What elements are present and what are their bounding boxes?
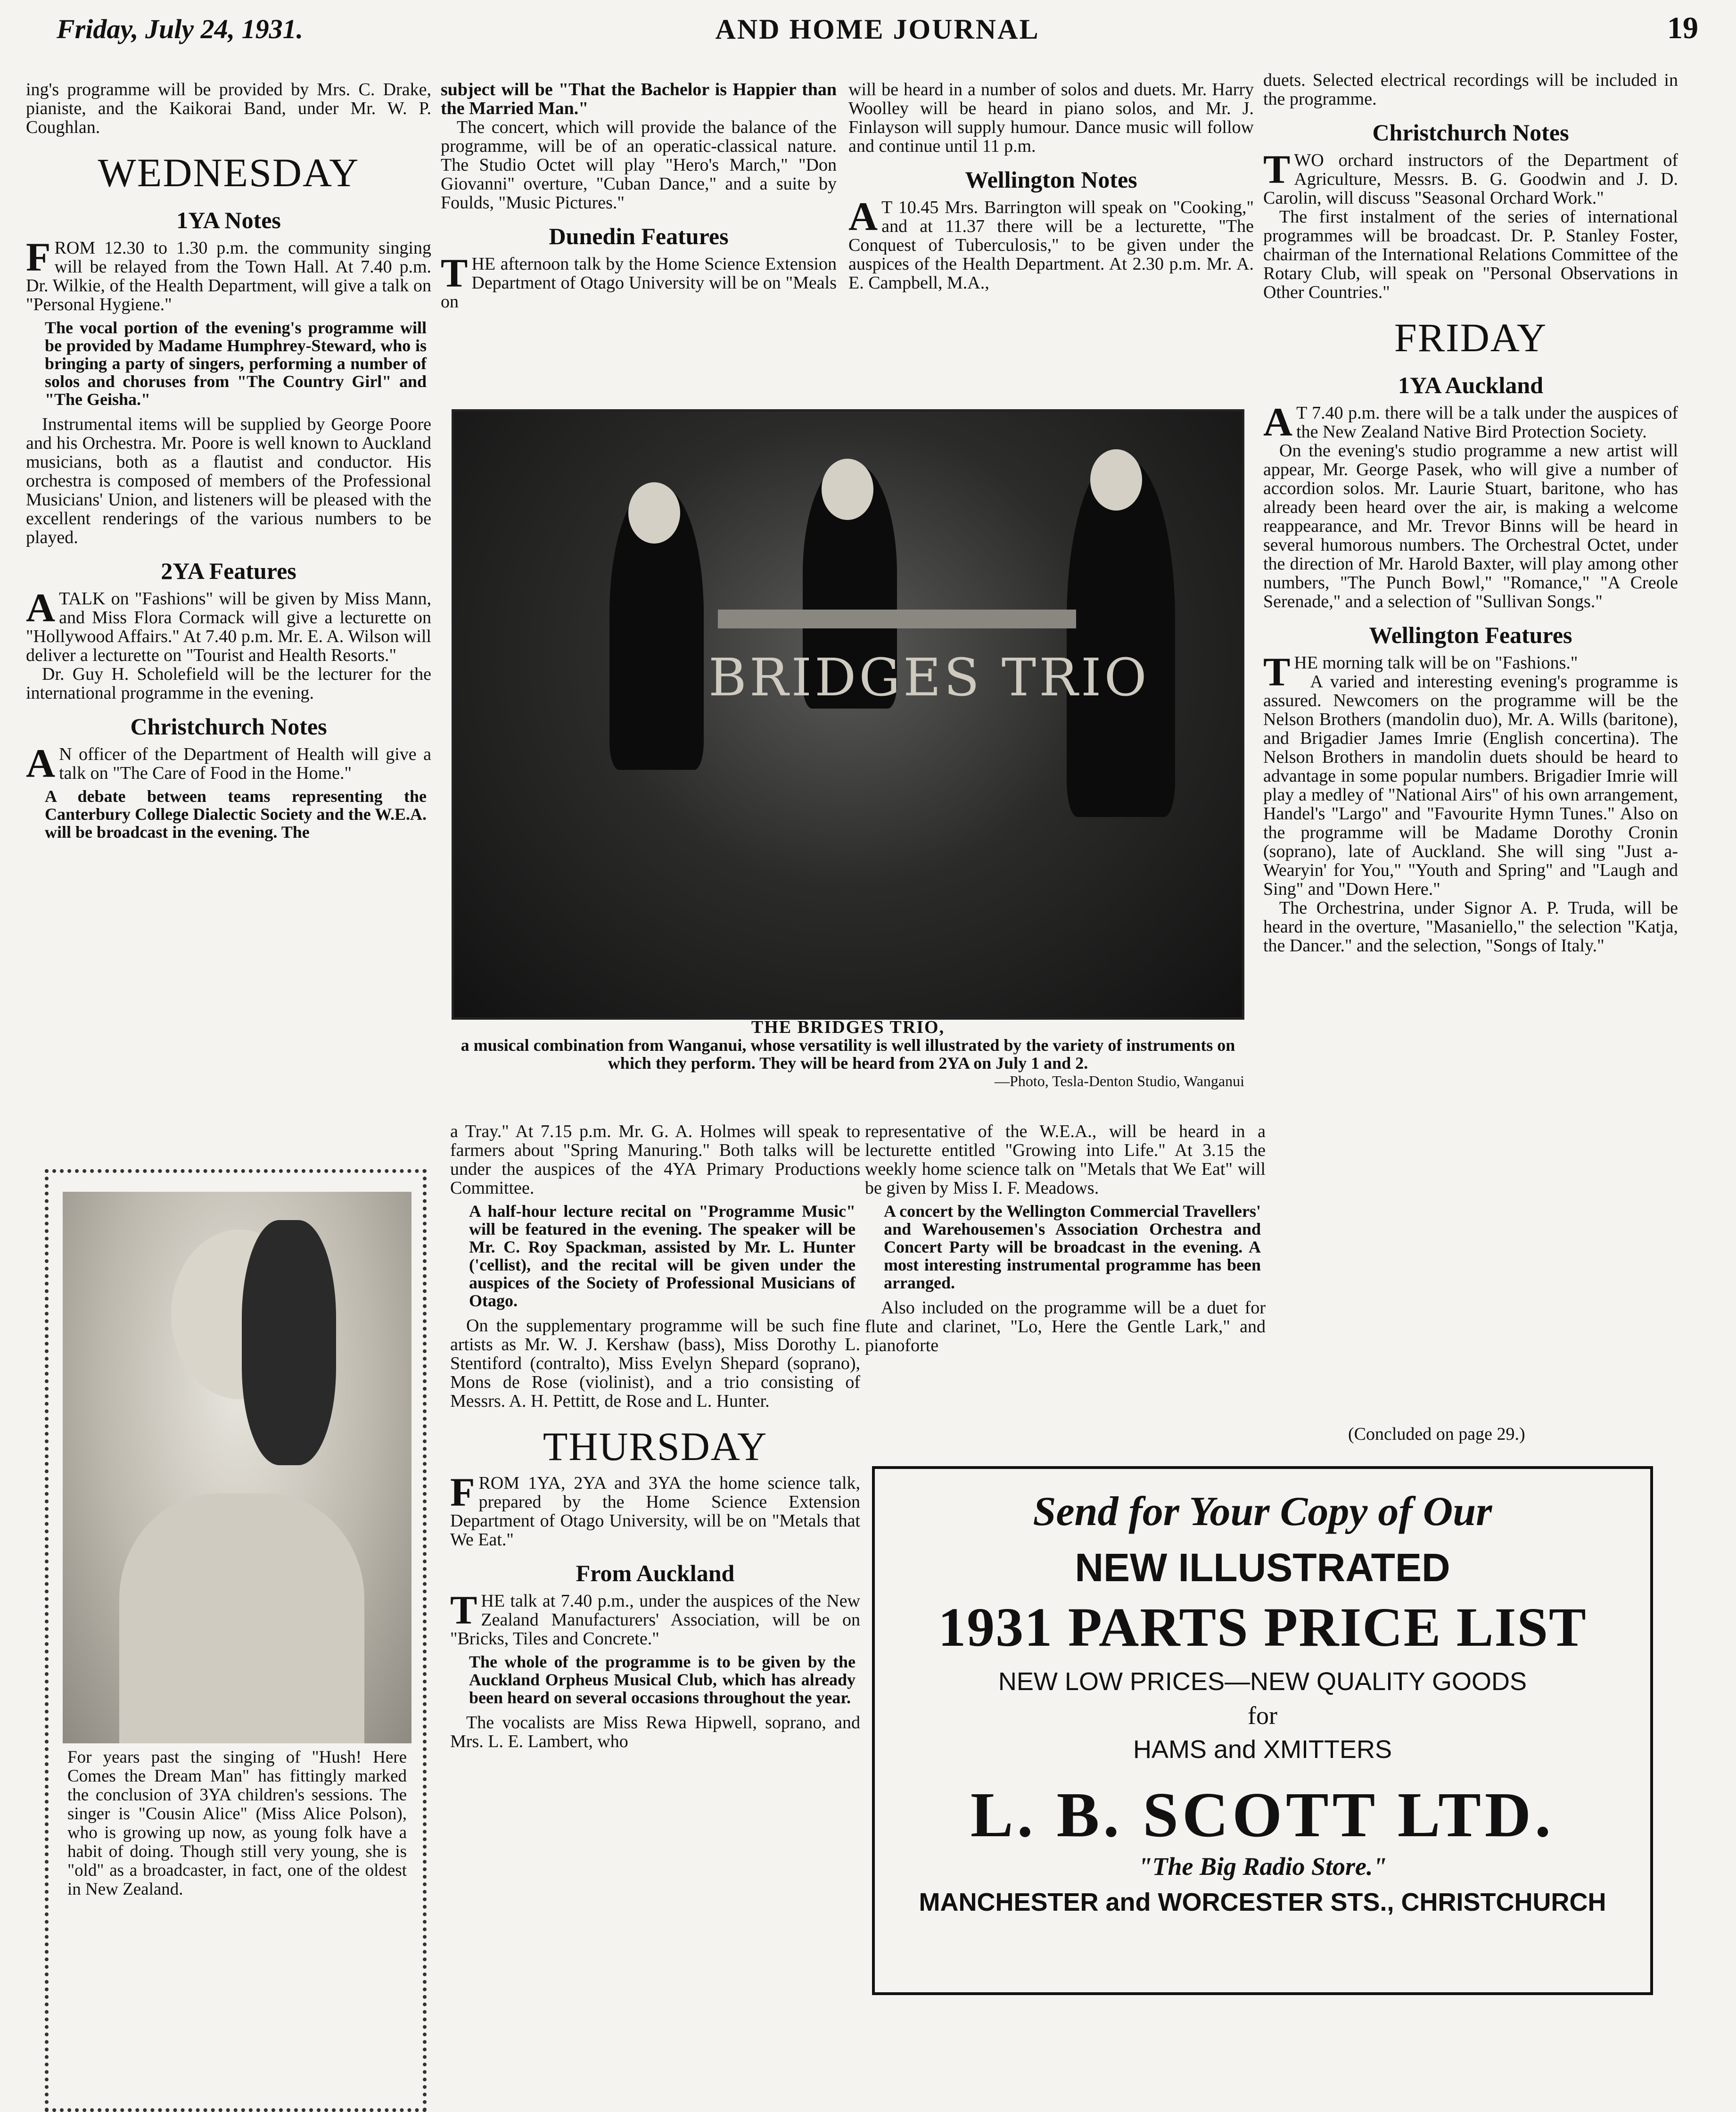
ad-company: L. B. SCOTT LTD. — [970, 1780, 1555, 1850]
fri-wellington-heading: Wellington Features — [1369, 622, 1572, 648]
ad-price-list: 1931 PARTS PRICE LIST — [938, 1596, 1587, 1658]
header-page-number: 19 — [1667, 11, 1698, 45]
column-3-bottom — [865, 1122, 1266, 1452]
col2b-recital: A half-hour lecture recital on "Programme Music" will be featured in the evening. The speaker will be Mr. C. Roy Spackman, assisted by Mr. L. Hunter ('cellist), and the recital will be given under the auspices of the Society of Professional Musicians of Otago. — [469, 1202, 856, 1310]
photo-credit: —Photo, Tesla-Denton Studio, Wanganui — [995, 1072, 1244, 1089]
wed-2ya-para: ATALK on "Fashions" will be given by Miss Mann, and Miss Flora Cormack will give a lecturette on "Hollywood Affairs." At 7.40 p.m. Mr. E. A. Wilson will deliver a lecturette on "Tourist and Health Resorts." — [26, 585, 431, 665]
ad-address: MANCHESTER and WORCESTER STS., CHRISTCHURCH — [919, 1888, 1606, 1916]
col3b-wea: representative of the W.E.A., will be heard in a lecturette entitled "Growing into Life." At 3.15 the weekly home science talk on "Metals that We Eat" will be given by Miss I. F. Meadows. — [865, 1122, 1266, 1198]
friday-heading: FRIDAY — [1394, 315, 1547, 360]
fri-wellington-orchestrina: The Orchestrina, under Signor A. P. Truda, will be heard in the overture, "Masaniello," the selection "Katja, the Dancer." and the selection, "Songs of Italy." — [1263, 898, 1678, 956]
col2b-supplementary: On the supplementary programme will be such fine artists as Mr. W. J. Kershaw (bass), Miss Dorothy L. Stentiford (contralto), Miss Evelyn Shepard (soprano), Mons de Rose (violinist), and a trio consisting of Messrs. A. H. Pettitt, de Rose and L. Hunter. — [450, 1316, 860, 1411]
col2-concert: The concert, which will provide the balance of the programme, will be of an operatic-classical nature. The Studio Octet will play "Hero's March," "Don Giovanni" overture, "Cuban Dance," and a suite by Foulds, "Music Pictures." — [441, 117, 837, 213]
bridges-trio-photo — [452, 409, 1244, 1020]
column-2-bottom — [450, 1122, 860, 2074]
page-header — [47, 13, 1708, 56]
xylophone — [718, 610, 1076, 628]
thu-auckland-orpheus: The whole of the programme is to be given by the Auckland Orpheus Musical Club, which has already been heard on several occasions throughout the year. — [469, 1652, 856, 1707]
wellington-notes-para: A T 10.45 Mrs. Barrington will speak on "Cooking," and at 11.37 there will be a lecturette, "The Conquest of Tuberculosis," to be given under the auspices of the Health Department. At 2.30 p.m. Mr. A. E. Campbell, M.A., — [848, 194, 1254, 293]
col3b-duet: Also included on the programme will be a duet for flute and clarinet, "Lo, Here the Gentle Lark," and pianoforte — [865, 1298, 1266, 1355]
wed-1ya-para: FROM 12.30 to 1.30 p.m. the community singing will be relayed from the Town Hall. At 7.40 p.m. Dr. Wilkie, of the Health Department, will give a talk on "Personal Hygiene." — [26, 234, 431, 314]
caption-body: a musical combination from Wanganui, whose versatility is well illustrated by the variety of instruments on which they perform. They will be heard from 2YA on July 1 and 2. — [461, 1036, 1235, 1072]
header-journal-title: AND HOME JOURNAL — [715, 14, 1040, 45]
ad-store-slogan: "The Big Radio Store." — [1138, 1852, 1387, 1881]
trio-face-right — [1090, 449, 1142, 511]
wed-1ya-heading: 1YA Notes — [176, 207, 281, 233]
wed-2ya-heading: 2YA Features — [161, 558, 296, 584]
fri-1ya-heading: 1YA Auckland — [1398, 372, 1544, 398]
scott-advertisement — [872, 1466, 1653, 1995]
dunedin-heading: Dunedin Features — [549, 223, 729, 249]
ad-illustrated: NEW ILLUSTRATED — [1075, 1545, 1450, 1590]
fri-wellington-para: THE morning talk will be on "Fashions." — [1263, 649, 1578, 694]
col2b-tray: a Tray." At 7.15 p.m. Mr. G. A. Holmes will speak to farmers about "Spring Manuring." Both talks will be under the auspices of the 4YA Primary Productions Committee. — [450, 1122, 860, 1198]
column-3-top — [848, 80, 1254, 401]
column-4 — [1263, 71, 1678, 1466]
cousin-alice-portrait — [63, 1192, 411, 1743]
ad-for: for — [1248, 1701, 1277, 1730]
ad-send: Send for Your Copy of Our — [1033, 1489, 1492, 1534]
thu-chch-para: TWO orchard instructors of the Department of Agriculture, Messrs. B. G. Goodwin and J. D. Carolin, will discuss "Seasonal Orchard Work." — [1263, 147, 1678, 208]
cousin-alice-caption: For years past the singing of "Hush! Here Comes the Dream Man" has fittingly marked the conclusion of 3YA children's sessions. The singer is "Cousin Alice" (Miss Alice Polson), who is growing up now, as young folk have a habit of doing. Though still very young, she is "old" as a broadcaster, in fact, one of the oldest in New Zealand. — [67, 1748, 407, 1899]
wed-chch-para: A N officer of the Department of Health will give a talk on "The Care of Food in the Home." — [26, 741, 431, 786]
wed-chch-heading: Christchurch Notes — [130, 713, 327, 740]
wellington-notes-heading: Wellington Notes — [965, 166, 1137, 193]
from-auckland-heading: From Auckland — [576, 1560, 735, 1586]
cousin-alice-box — [45, 1169, 427, 2112]
thu-auckland-para: THE talk at 7.40 p.m., under the auspices of the New Zealand Manufacturers' Association, will be on "Bricks, Tiles and Concrete." — [450, 1587, 860, 1649]
header-date: Friday, July 24, 1931. — [57, 14, 304, 44]
wed-1ya-vocal: The vocal portion of the evening's programme will be provided by Madame Humphrey-Steward, who is bringing a party of singers, performing a number of solos and choruses from "The Country Girl" and "The Geisha." — [45, 318, 427, 409]
col3-intro: will be heard in a number of solos and duets. Mr. Harry Woolley will be heard in piano solos, and Mr. J. Finlayson will supply humour. Dance music will follow and continue until 11 p.m. — [848, 80, 1254, 156]
col1-intro: ing's programme will be provided by Mrs. C. Drake, pianiste, and the Kaikorai Band, under Mr. W. P. Coughlan. — [26, 80, 431, 137]
trio-figure-right — [1067, 459, 1175, 817]
wednesday-heading: WEDNESDAY — [98, 150, 360, 195]
thu-chch-international: The first instalment of the series of international programmes will be broadcast. Dr. P. Stanley Foster, chairman of the International Relations Committee of the Rotary Club, will speak on "Personal Observations in Other Countries." — [1263, 207, 1678, 302]
trio-face-middle — [822, 459, 873, 520]
wed-1ya-instrumental: Instrumental items will be supplied by George Poore and his Orchestra. Mr. Poore is well known to Auckland musicians, both as a flautist and conductor. His orchestra is composed of members of the Professional Musicians' Union, and listeners will be pleased with the excellent renderings of the various numbers to be played. — [26, 414, 431, 547]
col4-intro: duets. Selected electrical recordings will be included in the programme. — [1263, 71, 1678, 109]
col2-subject: subject will be "That the Bachelor is Happier than the Married Man." — [441, 80, 837, 118]
column-2-top — [441, 80, 837, 401]
fri-1ya-para: A T 7.40 p.m. there will be a talk under the auspices of the New Zealand Native Bird Protection Society. — [1263, 399, 1678, 445]
trio-face-left — [628, 482, 680, 544]
ad-hams: HAMS and XMITTERS — [1133, 1735, 1392, 1764]
thu-chch-heading: Christchurch Notes — [1372, 119, 1569, 146]
fri-wellington-varied: A varied and interesting evening's programme is assured. Newcomers on the programme will be the Nelson Brothers (mandolin duo), Mr. A. Wills (baritone), and Brigadier James Imrie (English concertina). The Nelson Brothers in mandolin duets should be heard to advantage in some popular numbers. Brigadier Imrie will play a medley of "National Airs" of his own arrangement, Handel's "Largo" and "Favourite Hymn Tunes." Also on the programme will be Madame Dorothy Cronin (soprano), late of Auckland. She will sing "Just a-Wearyin' for You," "Youth and Spring" and "Laugh and Sing" and "Down Here." — [1263, 672, 1678, 899]
wed-chch-debate: A debate between teams representing the Canterbury College Dialectic Society and the W.E.A. will be broadcast in the evening. The — [45, 787, 427, 842]
ad-low-prices: NEW LOW PRICES—NEW QUALITY GOODS — [998, 1667, 1527, 1696]
fri-1ya-studio: On the evening's studio programme a new artist will appear, Mr. George Pasek, who will give a number of accordion solos. Mr. Laurie Stuart, baritone, who has already been heard over the air, is making a welcome reappearance, and Mr. Trevor Binns will be heard in several humorous numbers. The Orchestral Octet, under the direction of Mr. Harold Baxter, will play among other numbers, "The Punch Bowl," "Romance," "A Creole Serenade," and a selection of "Sullivan Songs." — [1263, 441, 1678, 611]
wed-2ya-scholefield: Dr. Guy H. Scholefield will be the lecturer for the international programme in the evening. — [26, 664, 431, 703]
bridges-trio-caption — [452, 1018, 1244, 1090]
dunedin-para: THE afternoon talk by the Home Science Extension Department of Otago University will be on "Meals on — [441, 250, 837, 312]
column-1 — [26, 80, 431, 1164]
concluded-note: (Concluded on page 29.) — [1348, 1424, 1525, 1444]
trio-banner: BRIDGES TRIO — [708, 647, 1150, 708]
thu-home-science: FROM 1YA, 2YA and 3YA the home science talk, prepared by the Home Science Extension Department of Otago University, will be on "Metals that We Eat." — [450, 1469, 860, 1550]
col3b-concert: A concert by the Wellington Commercial Travellers' and Warehousemen's Association Orchestra and Concert Party will be broadcast in the evening. A most interesting instrumental programme has been arranged. — [884, 1202, 1261, 1292]
thu-auckland-vocalists: The vocalists are Miss Rewa Hipwell, soprano, and Mrs. L. E. Lambert, who — [450, 1713, 860, 1751]
caption-title: THE BRIDGES TRIO, — [751, 1017, 945, 1037]
thursday-heading: THURSDAY — [543, 1424, 768, 1469]
